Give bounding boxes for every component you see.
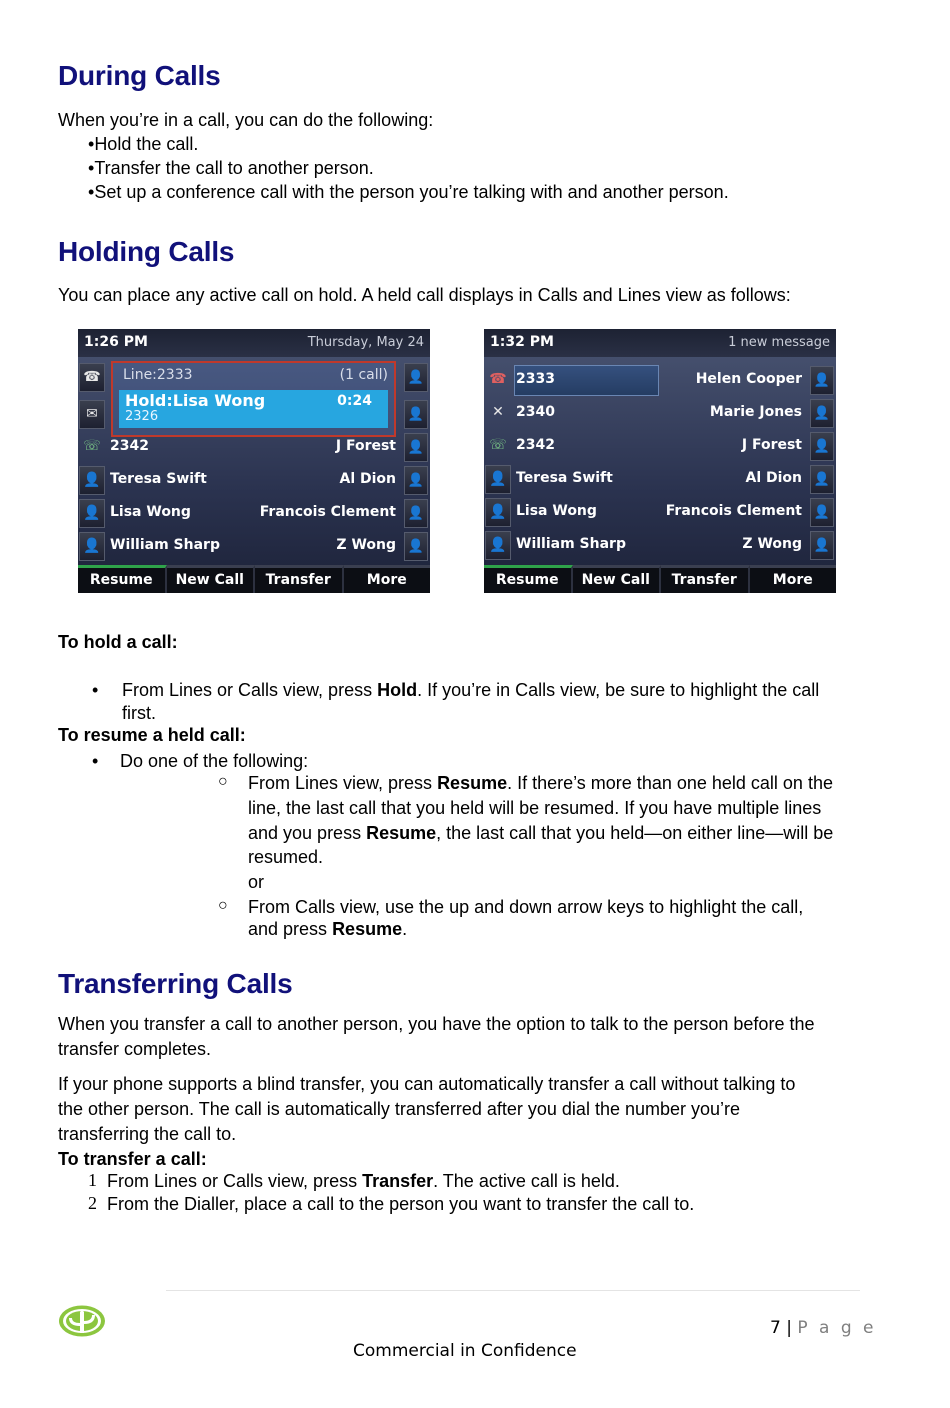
clock: 1:26 PM: [84, 334, 148, 350]
transfer-paragraph-1: When you transfer a call to another person, you have the option to talk to the person before the: [58, 1014, 815, 1034]
clock: 1:32 PM: [490, 334, 554, 350]
section-heading-holding-calls: Holding Calls: [58, 236, 235, 267]
circle-bullet: ○: [218, 773, 228, 790]
line-right-label: Helen Cooper: [695, 371, 802, 387]
step-text: From Lines or Calls view, press: [107, 1171, 363, 1191]
transfer-paragraph-2: If your phone supports a blind transfer, you can automatically transfer a call without talking to: [58, 1074, 796, 1094]
line-right-label: Z Wong: [336, 537, 396, 553]
step-text: From Lines view, press: [248, 773, 438, 793]
line-right-label: J Forest: [335, 438, 396, 454]
line-left-label: William Sharp: [110, 537, 220, 553]
contact-icon: 👤: [485, 498, 511, 527]
page-number: [770, 1318, 877, 1338]
line-key-row[interactable]: [484, 496, 836, 529]
step-keyword: Resume: [437, 773, 508, 793]
line-left-label: Teresa Swift: [516, 470, 613, 486]
contact-icon: 👤: [810, 432, 834, 461]
list-item: •Set up a conference call with the person you’re talking with and another person.: [88, 182, 729, 202]
step-text: . The active call is held.: [433, 1171, 620, 1191]
section-heading-transferring-calls: Transferring Calls: [58, 968, 293, 999]
line-right-label: Marie Jones: [709, 404, 802, 420]
line-right-label: Francois Clement: [665, 503, 802, 519]
contact-icon: 👤: [810, 399, 834, 428]
line-key-row[interactable]: [78, 464, 430, 497]
contact-icon: 👤: [485, 465, 511, 494]
list-item: •Hold the call.: [88, 134, 199, 154]
softkey-bar: [484, 565, 836, 593]
step-text: . If there’s more than one held call on the: [507, 773, 833, 793]
softkey-new-call[interactable]: New Call: [573, 565, 662, 593]
contact-icon: 👤: [79, 466, 105, 495]
contact-icon: 👤: [485, 531, 511, 560]
holding-intro: You can place any active call on hold. A held call displays in Calls and Lines view as follows:: [58, 285, 791, 305]
softkey-more[interactable]: More: [750, 565, 837, 593]
step-text: . If you’re in Calls view, be sure to highlight the call: [417, 680, 820, 700]
page-word: P a g e: [797, 1318, 877, 1338]
confidential-notice: Commercial in Confidence: [353, 1341, 577, 1361]
step-number: 2: [88, 1193, 97, 1213]
line-key-row[interactable]: [484, 397, 836, 430]
contact-icon: 👤: [404, 532, 428, 561]
resume-intro: Do one of the following:: [120, 751, 309, 771]
softkey-more[interactable]: More: [344, 565, 431, 593]
step-text: and you press: [248, 823, 367, 843]
softkey-transfer[interactable]: Transfer: [255, 565, 344, 593]
held-call-timer: 0:24: [337, 393, 372, 409]
page-number-value: 7: [770, 1318, 781, 1338]
step-keyword: Hold: [377, 680, 418, 700]
message-icon[interactable]: ✉: [79, 400, 105, 429]
line-key-row[interactable]: [484, 463, 836, 496]
line-key-row[interactable]: [484, 364, 836, 397]
phone-hold-icon: ☎: [489, 371, 507, 387]
page-separator: |: [786, 1318, 792, 1338]
step-text: .: [402, 919, 408, 939]
line-right-label: Z Wong: [742, 536, 802, 552]
line-left-label: William Sharp: [516, 536, 626, 552]
or-text: or: [248, 872, 265, 892]
bullet-text: Set up a conference call with the person you’re talking with and another person.: [94, 182, 729, 202]
line-left-label: Teresa Swift: [110, 471, 207, 487]
resume-option-1-line: [248, 821, 833, 846]
list-item: •: [92, 680, 99, 700]
line-right-label: Al Dion: [339, 471, 396, 487]
hold-step: [122, 678, 819, 702]
step-number: 1: [88, 1170, 97, 1190]
hold-step-cont: first.: [122, 703, 156, 723]
line-key-row[interactable]: [484, 430, 836, 463]
contact-icon: 👤: [810, 366, 834, 395]
active-line-box[interactable]: [111, 361, 396, 437]
new-message-status: 1 new message: [728, 335, 830, 350]
line-left-label: 2333: [516, 371, 555, 387]
line-label: Line:2333: [123, 367, 193, 383]
contact-icon[interactable]: 👤: [404, 363, 428, 392]
line-key-row[interactable]: [484, 529, 836, 562]
phone-line-icon: ☏: [83, 438, 101, 454]
bullet-text: Transfer the call to another person.: [94, 158, 374, 178]
to-hold-title: To hold a call:: [58, 632, 178, 652]
step-text: and press: [248, 919, 333, 939]
resume-option-1: [248, 771, 833, 796]
softkey-bar: [78, 565, 430, 593]
held-call-bar[interactable]: [119, 390, 388, 428]
to-transfer-title: To transfer a call:: [58, 1149, 207, 1169]
softkey-transfer[interactable]: Transfer: [661, 565, 750, 593]
list-item: •: [92, 751, 99, 771]
line-key-row[interactable]: [78, 431, 430, 464]
during-intro: When you’re in a call, you can do the following:: [58, 110, 434, 130]
line-right-label: Francois Clement: [259, 504, 396, 520]
phone-screen-calls-view: [484, 329, 836, 593]
step-keyword: Transfer: [362, 1171, 434, 1191]
status-bar: [484, 329, 836, 357]
transfer-step-1: [107, 1169, 620, 1193]
list-item: •Transfer the call to another person.: [88, 158, 374, 178]
line-left-label: Lisa Wong: [516, 503, 597, 519]
to-resume-title: To resume a held call:: [58, 725, 246, 745]
contact-icon: 👤: [810, 531, 834, 560]
resume-option-2: From Calls view, use the up and down arrow keys to highlight the call,: [248, 897, 804, 917]
section-heading-during-calls: During Calls: [58, 60, 221, 91]
line-left-label: Lisa Wong: [110, 504, 191, 520]
step-keyword: Resume: [332, 919, 403, 939]
line-right-label: Al Dion: [745, 470, 802, 486]
transfer-paragraph-1-line: transfer completes.: [58, 1039, 212, 1059]
contact-icon: 👤: [79, 499, 105, 528]
phone-hold-icon[interactable]: ☎: [79, 363, 105, 392]
held-call-number: 2326: [125, 409, 159, 424]
contact-icon: 👤: [404, 466, 428, 495]
transfer-paragraph-2-line: the other person. The call is automatically transferred after you dial the number you’re: [58, 1099, 741, 1119]
contact-icon: 👤: [404, 433, 428, 462]
bullet-text: Hold the call.: [94, 134, 199, 154]
missed-call-icon: ✕: [492, 404, 504, 420]
contact-icon: 👤: [79, 532, 105, 561]
transfer-step-2: From the Dialler, place a call to the person you want to transfer the call to.: [107, 1194, 695, 1214]
resume-option-1-line: line, the last call that you held will be resumed. If you have multiple lines: [248, 798, 822, 818]
phone-screen-lines-view: [78, 329, 430, 593]
line-left-label: 2342: [516, 437, 555, 453]
line-right-label: J Forest: [741, 437, 802, 453]
step-text: From Lines or Calls view, press: [122, 680, 378, 700]
line-call-count: (1 call): [339, 367, 388, 383]
step-text: , the last call that you held—on either line—will be: [436, 823, 834, 843]
softkey-resume[interactable]: Resume: [78, 565, 167, 593]
line-key-row[interactable]: [78, 530, 430, 563]
circle-bullet: ○: [218, 897, 228, 914]
phone-line-icon: ☏: [489, 437, 507, 453]
resume-option-2-line: [248, 917, 407, 942]
held-call-name: Hold:Lisa Wong: [125, 391, 266, 410]
contact-icon: 👤: [810, 465, 834, 494]
softkey-resume[interactable]: Resume: [484, 565, 573, 593]
line-key-row[interactable]: [78, 497, 430, 530]
contact-icon: 👤: [404, 499, 428, 528]
date: Thursday, May 24: [307, 335, 424, 350]
cactus-logo-icon: [58, 1304, 106, 1338]
resume-option-1-line: resumed.: [248, 847, 324, 867]
softkey-new-call[interactable]: New Call: [167, 565, 256, 593]
footer-divider: [166, 1290, 860, 1291]
contact-icon[interactable]: 👤: [404, 400, 428, 429]
step-keyword: Resume: [366, 823, 437, 843]
line-left-label: 2342: [110, 438, 149, 454]
contact-icon: 👤: [810, 498, 834, 527]
status-bar: [78, 329, 430, 357]
line-left-label: 2340: [516, 404, 555, 420]
transfer-paragraph-2-line: transferring the call to.: [58, 1124, 237, 1144]
